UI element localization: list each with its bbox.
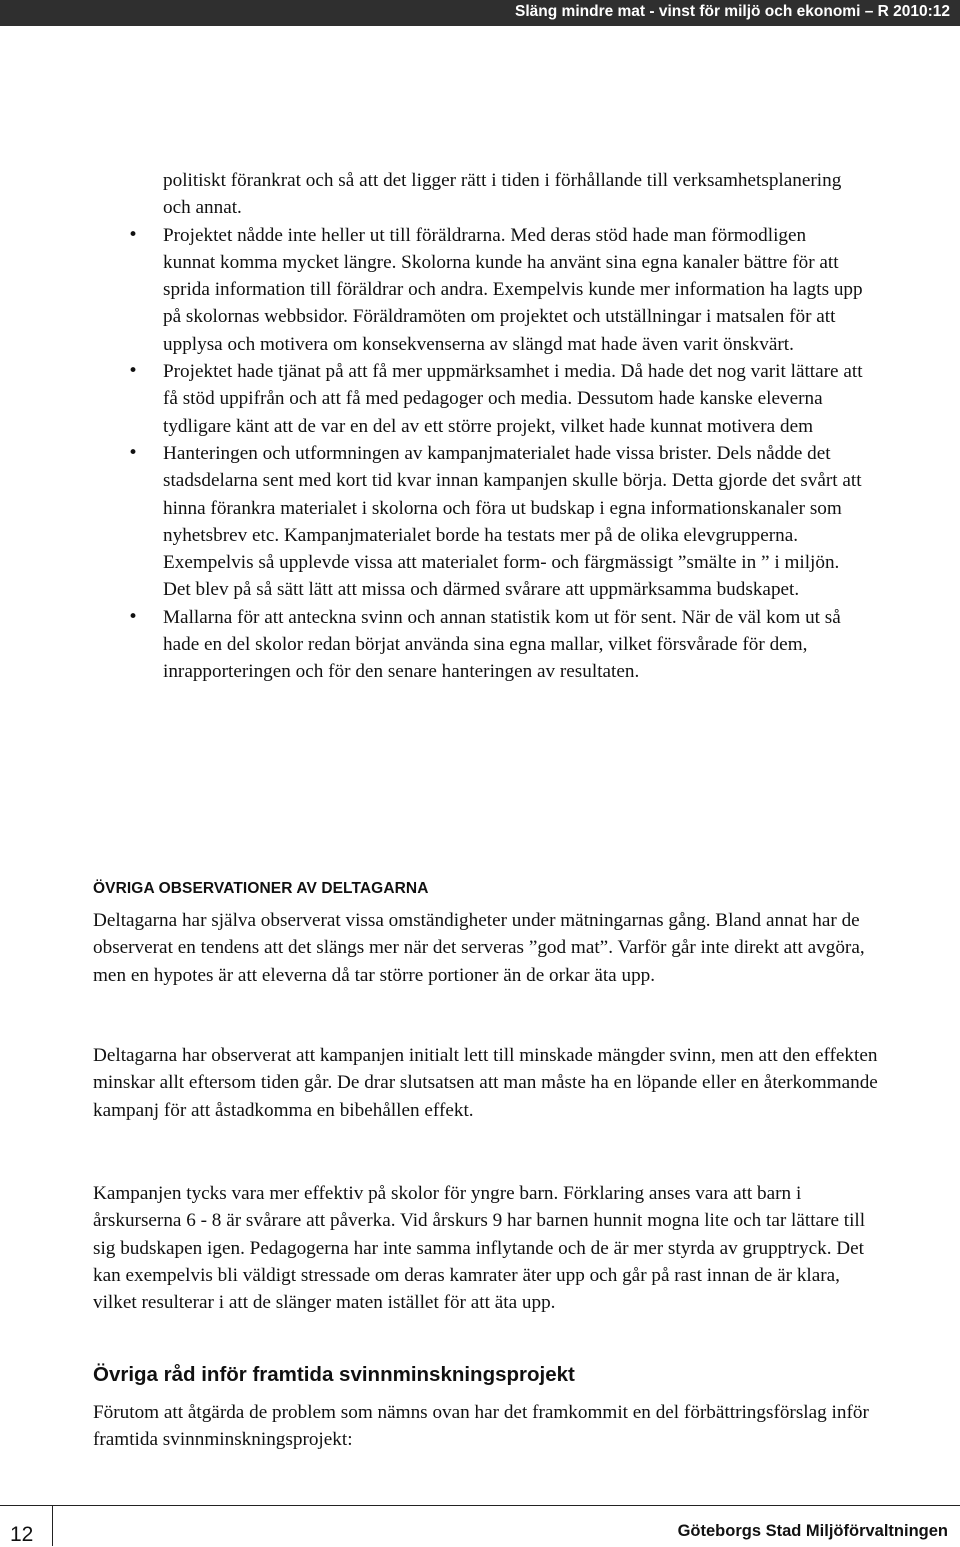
list-item xyxy=(0,358,863,440)
list-item xyxy=(0,604,863,686)
list-item xyxy=(0,222,863,358)
paragraph: Deltagarna har observerat att kampanjen initialt lett till minskade mängder svinn, men att den effekten minskar allt eftersom tiden går. De drar slutsatsen att man måste ha en löpande eller en återkommande kampanj för att åstadkomma en bibehållen effekt. xyxy=(93,1045,878,1121)
section-heading: ÖVRIGA OBSERVATIONER AV DELTAGARNA xyxy=(93,880,429,897)
paragraph: Kampanjen tycks vara mer effektiv på skolor för yngre barn. Förklaring anses vara att barn i årskurserna 6 - 8 är svårare att påverka. Vid årskurs 9 har barnen hunnit mogna lite och tar lättare till sig budskapen igen. Pedagogerna har inte samma inflytande och de är mer styrda av grupptryck. Det kan exempelvis bli väldigt stressade om deras kamrater äter upp och går på rast innan de är klara, vilket resulterar i att de slänger maten istället för att äta upp. xyxy=(93,1183,866,1314)
list-item-text: Projektet nådde inte heller ut till föräldrarna. Med deras stöd hade man förmodligen kunnat komma mycket längre. Skolorna kunde ha använt sina egna kanaler bättre för att sprida information till föräldrar och andra. Exempelvis kunde mer information ha lagts upp på skolornas webbsidor. Föräldramöten om projektet och utställningar i matsalen för att upplysa och motivera om konsekvenserna av slängd mat hade även varit önskvärt. xyxy=(163,224,863,355)
list-item-text: politiskt förankrat och så att det ligger rätt i tiden i förhållande till verksamhetsplanering och annat. xyxy=(163,170,842,219)
bullet-icon: • xyxy=(128,361,139,382)
page-number: 12 xyxy=(10,1523,34,1546)
paragraph: Förutom att åtgärda de problem som nämns ovan har det framkommit en del förbättringsförslag inför framtida svinnminskningsprojekt: xyxy=(93,1402,869,1451)
list-item-text: Projektet hade tjänat på att få mer uppmärksamhet i media. Då hade det nog varit lättare att få stöd uppifrån och att få med pedagoger och media. Dessutom hade kanske eleverna tydligare känt att de var en del av ett större projekt, vilket hade kunnat motivera dem xyxy=(163,361,863,437)
footer-organization: Göteborgs Stad Miljöförvaltningen xyxy=(677,1522,948,1540)
running-header xyxy=(0,0,960,26)
list-item-text: Hanteringen och utformningen av kampanjmaterialet hade vissa brister. Dels nådde det stadsdelarna sent med kort tid kvar innan kampanjen skulle börja. Detta gjorde det svårt att hinna förankra materialet i skolorna och föra ut budskap i egna informationskanaler som nyhetsbrev etc. Kampanjmaterialet borde ha testats mer på de olika elevgrupperna. Exempelvis så upplevde vissa att materialet form- och färgmässigt ”smälte in ” i miljön. Det blev på så sätt lätt att missa och därmed svårare att uppmärksamma budskapet. xyxy=(163,442,862,601)
list-item xyxy=(0,440,863,604)
bullet-icon: • xyxy=(128,442,139,463)
paragraph: Deltagarna har själva observerat vissa omständigheter under mätningarnas gång. Bland annat har de observerat en tendens att det slängs mer när det serveras ”god mat”. Varför går inte direkt att avgöra, men en hypotes är att eleverna då tar större portioner än de orkar äta upp. xyxy=(93,910,865,986)
footer-divider-tick xyxy=(52,1505,53,1546)
subsection-heading: Övriga råd inför framtida svinnminskningsprojekt xyxy=(93,1363,575,1386)
bullet-icon: • xyxy=(128,606,139,627)
header-title: Släng mindre mat - vinst för miljö och ekonomi – R 2010:12 xyxy=(515,3,950,20)
footer-divider xyxy=(0,1505,960,1506)
bullet-list xyxy=(0,167,960,686)
list-item xyxy=(0,167,863,222)
bullet-icon: • xyxy=(128,224,139,245)
list-item-text: Mallarna för att anteckna svinn och annan statistik kom ut för sent. När de väl kom ut så hade en del skolor redan börjat använda sina egna mallar, vilket försvårade för dem, inrapporteringen och för den senare hanteringen av resultaten. xyxy=(163,606,841,683)
